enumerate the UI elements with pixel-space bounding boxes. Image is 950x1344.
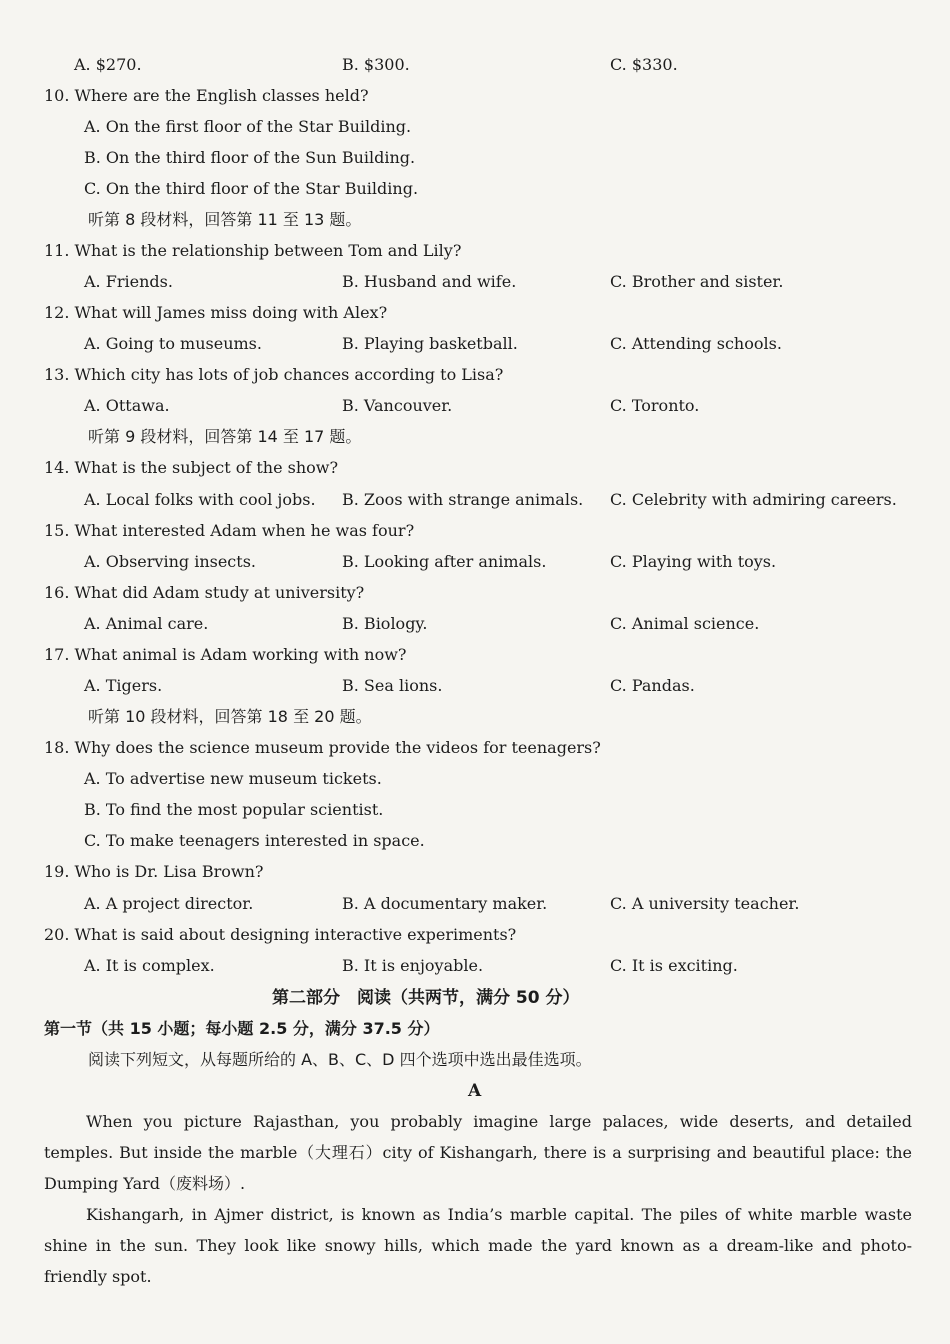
question-10-option-c: C. On the third floor of the Star Building.	[84, 179, 419, 198]
question-14-option-a: A. Local folks with cool jobs.	[84, 490, 316, 509]
question-13-option-b: B. Vancouver.	[342, 396, 453, 415]
question-18-option-b: B. To find the most popular scientist.	[84, 800, 384, 819]
instruction-segment-8: 听第 8 段材料，回答第 11 至 13 题。	[88, 210, 362, 229]
question-11-option-b: B. Husband and wife.	[342, 272, 517, 291]
question-15-option-a: A. Observing insects.	[84, 552, 256, 571]
question-20-option-a: A. It is complex.	[84, 956, 215, 975]
question-17-option-c: C. Pandas.	[610, 676, 695, 695]
instruction-segment-10: 听第 10 段材料，回答第 18 至 20 题。	[88, 707, 372, 726]
question-14-option-c: C. Celebrity with admiring careers.	[610, 490, 897, 509]
question-13-stem: 13. Which city has lots of job chances according to Lisa?	[44, 365, 504, 384]
question-18-option-c: C. To make teenagers interested in space.	[84, 831, 425, 850]
question-16-option-a: A. Animal care.	[84, 614, 209, 633]
question-16-option-b: B. Biology.	[342, 614, 428, 633]
question-20-option-c: C. It is exciting.	[610, 956, 738, 975]
question-10-option-b: B. On the third floor of the Sun Building.	[84, 148, 416, 167]
question-19-option-c: C. A university teacher.	[610, 894, 800, 913]
question-19-option-b: B. A documentary maker.	[342, 894, 548, 913]
question-13-option-a: A. Ottawa.	[84, 396, 170, 415]
q9-option-a: A. $270.	[74, 55, 142, 74]
question-12-option-c: C. Attending schools.	[610, 334, 782, 353]
question-14-stem: 14. What is the subject of the show?	[44, 458, 339, 477]
question-15-option-c: C. Playing with toys.	[610, 552, 777, 571]
passage-paragraph-1: When you picture Rajasthan, you probably imagine large palaces, wide deserts, and detailed temples. But inside the marble（大理石）city of Kishangarh, there is a surprising and beautiful place: the Dumping Yard（废料场）.	[44, 1112, 912, 1193]
question-11-stem: 11. What is the relationship between Tom and Lily?	[44, 241, 462, 260]
question-20-option-b: B. It is enjoyable.	[342, 956, 484, 975]
question-11-option-c: C. Brother and sister.	[610, 272, 784, 291]
passage-letter: A	[468, 1081, 482, 1101]
question-18-option-a: A. To advertise new museum tickets.	[84, 769, 382, 788]
question-10-stem: 10. Where are the English classes held?	[44, 86, 369, 105]
question-15-option-b: B. Looking after animals.	[342, 552, 547, 571]
q9-option-c: C. $330.	[610, 55, 678, 74]
section-1-title: 第一节（共 15 小题；每小题 2.5 分，满分 37.5 分）	[44, 1019, 440, 1038]
passage-paragraph-2: Kishangarh, in Ajmer district, is known as India’s marble capital. The piles of white marble waste shine in the sun. They look like snowy hills, which made the yard known as a dream-like and photo-friendly spot.	[44, 1205, 912, 1286]
question-19-stem: 19. Who is Dr. Lisa Brown?	[44, 862, 264, 881]
question-17-option-b: B. Sea lions.	[342, 676, 443, 695]
part-2-title: 第二部分 阅读（共两节，满分 50 分）	[272, 988, 580, 1008]
question-19-option-a: A. A project director.	[84, 894, 254, 913]
question-16-stem: 16. What did Adam study at university?	[44, 583, 365, 602]
q9-option-b: B. $300.	[342, 55, 410, 74]
question-11-option-a: A. Friends.	[84, 272, 173, 291]
question-14-option-b: B. Zoos with strange animals.	[342, 490, 584, 509]
instruction-segment-9: 听第 9 段材料，回答第 14 至 17 题。	[88, 427, 362, 446]
question-17-stem: 17. What animal is Adam working with now?	[44, 645, 407, 664]
reading-instruction: 阅读下列短文，从每题所给的 A、B、C、D 四个选项中选出最佳选项。	[88, 1050, 592, 1069]
question-12-option-b: B. Playing basketball.	[342, 334, 518, 353]
question-15-stem: 15. What interested Adam when he was four?	[44, 521, 415, 540]
question-16-option-c: C. Animal science.	[610, 614, 760, 633]
question-13-option-c: C. Toronto.	[610, 396, 700, 415]
question-17-option-a: A. Tigers.	[84, 676, 163, 695]
question-12-option-a: A. Going to museums.	[84, 334, 262, 353]
question-18-stem: 18. Why does the science museum provide the videos for teenagers?	[44, 738, 601, 757]
question-10-option-a: A. On the first floor of the Star Building.	[84, 117, 412, 136]
question-20-stem: 20. What is said about designing interactive experiments?	[44, 925, 517, 944]
question-12-stem: 12. What will James miss doing with Alex?	[44, 303, 388, 322]
